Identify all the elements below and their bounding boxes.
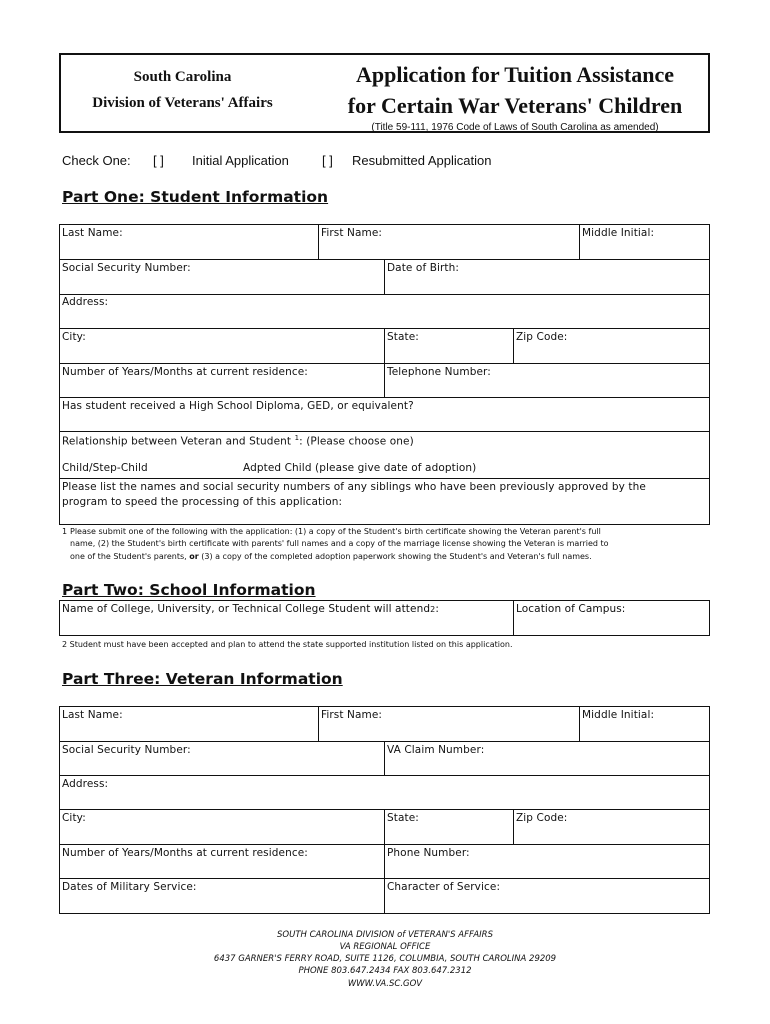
- student-state-label: State:: [387, 331, 419, 343]
- service-dates-label: Dates of Military Service:: [62, 881, 197, 893]
- veteran-city-label: City:: [62, 812, 86, 824]
- footnote-1-marker: 1: [62, 527, 68, 536]
- veteran-phone-label: Phone Number:: [387, 847, 470, 859]
- veteran-va-claim-label: VA Claim Number:: [387, 744, 485, 756]
- college-name-label: [62, 603, 439, 615]
- diploma-label: Has student received a High School Diploma, GED, or equivalent?: [62, 400, 414, 412]
- relationship-footnote-ref: 1: [294, 434, 300, 442]
- part-three-heading: Part Three: Veteran Information: [62, 670, 343, 688]
- footnote-1-line3: [70, 552, 592, 561]
- form-title-line1: Application for Tuition Assistance: [355, 62, 675, 87]
- initial-application-label: Initial Application: [192, 153, 289, 168]
- form-title-line2: for Certain War Veterans' Children: [347, 93, 683, 118]
- student-ssn-label: Social Security Number:: [62, 262, 191, 274]
- college-colon: :: [435, 603, 439, 615]
- footer-website: WWW.VA.SC.GOV: [347, 979, 423, 989]
- footnote-1-line2: name, (2) the Student's birth certificate with parents' full names and a copy of the marriage license showing the Veteran is married to: [70, 539, 609, 548]
- student-last-name-label: Last Name:: [62, 227, 123, 239]
- form-subtitle: (Title 59-111, 1976 Code of Laws of South Carolina as amended): [371, 122, 659, 133]
- siblings-label-line1: Please list the names and social security numbers of any siblings who have been previously approved by the: [62, 481, 646, 493]
- check-one-label: Check One:: [62, 153, 131, 168]
- student-telephone-label: Telephone Number:: [387, 366, 491, 378]
- student-middle-initial-label: Middle Initial:: [582, 227, 655, 239]
- part-one-heading: Part One: Student Information: [62, 188, 329, 206]
- veteran-ssn-label: Social Security Number:: [62, 744, 191, 756]
- adopted-option[interactable]: Adpted Child (please give date of adoption): [243, 462, 477, 474]
- student-city-field[interactable]: [59, 328, 385, 364]
- veteran-first-name-label: First Name:: [321, 709, 383, 721]
- footnote-1-line3a: one of the Student's parents,: [70, 552, 190, 561]
- resubmitted-application-checkbox[interactable]: [ ]: [322, 153, 333, 168]
- veteran-state-label: State:: [387, 812, 419, 824]
- footnote-2: 2 Student must have been accepted and plan to attend the state supported institution listed on this application.: [62, 640, 513, 649]
- siblings-label-line2: program to speed the processing of this application:: [62, 496, 343, 508]
- footer-office: VA REGIONAL OFFICE: [339, 942, 431, 952]
- footer-address: 6437 GARNER'S FERRY ROAD, SUITE 1126, COLUMBIA, SOUTH CAROLINA 29209: [213, 954, 557, 964]
- footer-phone-fax: PHONE 803.647.2434 FAX 803.647.2312: [298, 966, 472, 976]
- veteran-years-residence-label: Number of Years/Months at current residence:: [62, 847, 308, 859]
- character-of-service-label: Character of Service:: [387, 881, 501, 893]
- footnote-1-line1: Please submit one of the following with the application: (1) a copy of the Student's birth certificate showing the Veteran parent's full: [70, 527, 601, 536]
- footer-agency: SOUTH CAROLINA DIVISION of VETERAN'S AFFAIRS: [277, 930, 493, 940]
- veteran-address-field[interactable]: [59, 775, 710, 810]
- resubmitted-application-label: Resubmitted Application: [352, 153, 492, 168]
- veteran-middle-initial-label: Middle Initial:: [582, 709, 655, 721]
- veteran-last-name-label: Last Name:: [62, 709, 123, 721]
- veteran-zip-label: Zip Code:: [516, 812, 568, 824]
- student-city-label: City:: [62, 331, 86, 343]
- college-footnote-ref: 2: [430, 605, 436, 614]
- veteran-city-field[interactable]: [59, 809, 385, 845]
- relationship-text: Relationship between Veteran and Student: [62, 435, 292, 448]
- college-name-text: Name of College, University, or Technical College Student will attend: [62, 603, 431, 615]
- campus-location-label: Location of Campus:: [516, 603, 626, 615]
- student-years-residence-label: Number of Years/Months at current residence:: [62, 366, 308, 378]
- part-two-heading: Part Two: School Information: [62, 581, 316, 599]
- student-dob-label: Date of Birth:: [387, 262, 460, 274]
- relationship-choose: : (Please choose one): [299, 435, 414, 448]
- footnote-1-line3b: (3) a copy of the completed adoption paperwork showing the Student's and Veteran's full names.: [198, 552, 592, 561]
- student-first-name-label: First Name:: [321, 227, 383, 239]
- student-address-label: Address:: [62, 296, 109, 308]
- initial-application-checkbox[interactable]: [ ]: [153, 153, 164, 168]
- student-zip-label: Zip Code:: [516, 331, 568, 343]
- veteran-address-label: Address:: [62, 778, 109, 790]
- relationship-label: [62, 434, 414, 448]
- agency-name-line2: Division of Veterans' Affairs: [92, 95, 273, 111]
- agency-name-line1: South Carolina: [133, 69, 232, 85]
- footnote-1-or: or: [189, 552, 199, 561]
- child-option[interactable]: Child/Step-Child: [62, 462, 148, 474]
- student-address-field[interactable]: [59, 294, 710, 329]
